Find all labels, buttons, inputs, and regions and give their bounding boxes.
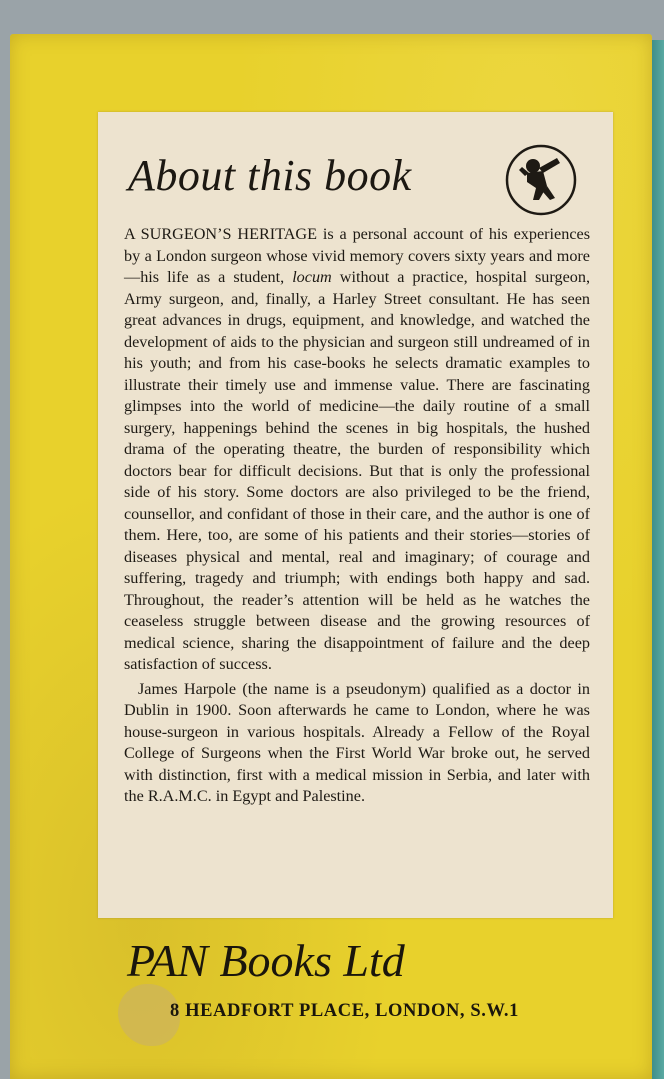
book-edge bbox=[650, 40, 664, 1079]
blurb-text-run: without a practice, hospital surgeon, Army surgeon, and, finally, a Harley Street consultant. He has seen great advances in drugs, equipment, and knowledge, and watched the development of aids to the physician and surgeon still undreamed of in his youth; and from his case-books he selects dramatic examples to illustrate their timely use and immense value. There are fascinating glimpses into the world of medicine—the daily routine of a small surgery, happenings behind the scenes in big hospitals, the hushed drama of the operating theatre, the burden of responsibility which doctors bear for difficult decisions. But that is only the professional side of his story. Some doctors are also privileged to be the friend, counsellor, and confidant of those in their care, and the author is one of them. Here, too, are some of his patients and their stories—stories of diseases physical and mental, real and imaginary; of courage and suffering, tragedy and triumph; with endings both happy and sad. Throughout, the reader’s attention will be held as he watches the ceaseless struggle between disease and the growing resources of medical science, sharing the disappointment of failure and the deep satisfaction of success. bbox=[124, 268, 590, 673]
pan-piper-logo-icon bbox=[503, 142, 579, 218]
publisher-address: 8 HEADFORT PLACE, LONDON, S.W.1 bbox=[170, 1001, 519, 1021]
blurb-text bbox=[124, 224, 590, 808]
blurb-italic-word: locum bbox=[292, 268, 332, 286]
blurb-panel bbox=[98, 112, 613, 918]
blurb-paragraph-1 bbox=[124, 224, 590, 676]
author-bio-paragraph: James Harpole (the name is a pseudonym) qualified as a doctor in Dublin in 1900. Soon afterwards he came to London, where he was house-surgeon in various hospitals. Already a Fellow of the Royal College of Surgeons when the First World War broke out, he served with distinction, first with a medical mission in Serbia, and later with the R.A.M.C. in Egypt and Palestine. bbox=[124, 679, 590, 805]
page-title: About this book bbox=[128, 151, 412, 200]
back-cover bbox=[10, 34, 652, 1079]
publisher-name: PAN Books Ltd bbox=[127, 935, 405, 986]
blurb-text-run: A SURGEON’S HERITAGE is a personal account of his experiences by a London surgeon whose vivid memory covers sixty years and more—his life as a student, bbox=[124, 225, 590, 286]
